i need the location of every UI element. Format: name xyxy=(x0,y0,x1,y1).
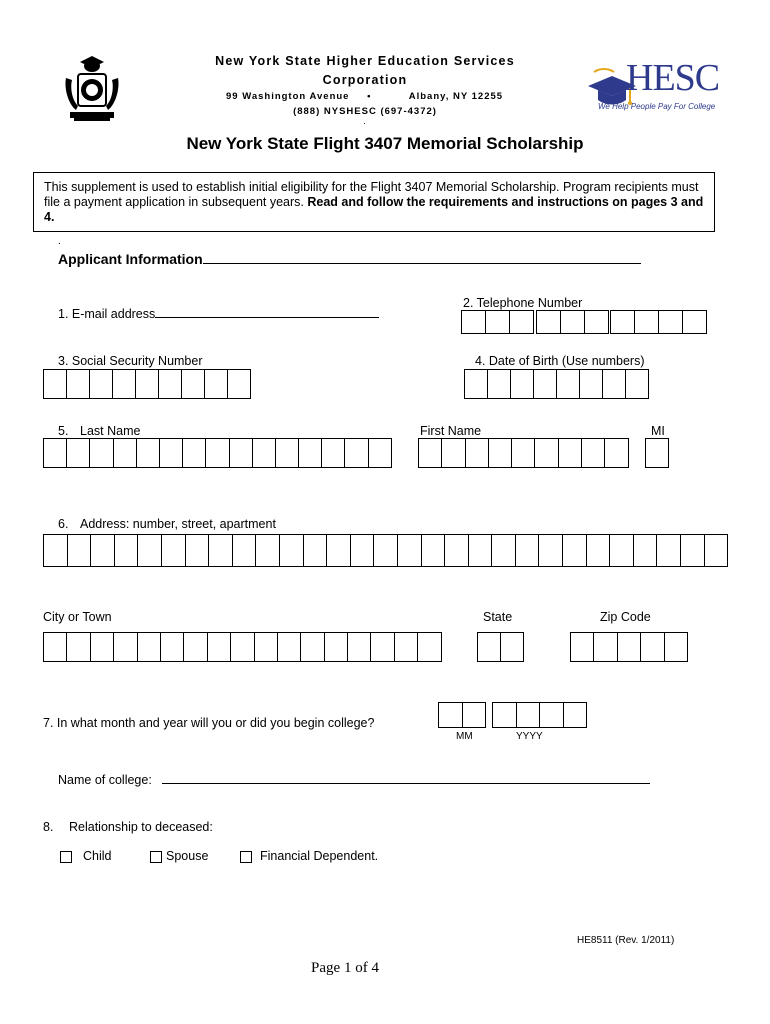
last-name-char-box[interactable] xyxy=(183,439,206,467)
last-name-char-box[interactable] xyxy=(299,439,322,467)
last-name-char-box[interactable] xyxy=(253,439,276,467)
intro-text: This supplement is used to establish initial eligibility for the Flight 3407 Memorial Scholarship. Program recipients must file a payment application in subsequent years. xyxy=(44,180,699,209)
city-char-box[interactable] xyxy=(91,633,114,661)
address-number: 6. xyxy=(58,517,69,531)
zip-label: Zip Code xyxy=(600,610,651,624)
address-char-box[interactable] xyxy=(68,535,92,566)
dob-digit-box[interactable] xyxy=(465,370,488,398)
ssn-boxes xyxy=(43,369,251,399)
address-char-box[interactable] xyxy=(304,535,328,566)
ssn-digit-box[interactable] xyxy=(44,370,67,398)
city-char-box[interactable] xyxy=(301,633,324,661)
address-char-box[interactable] xyxy=(563,535,587,566)
form-title: New York State Flight 3407 Memorial Scholarship xyxy=(186,134,584,153)
city-char-box[interactable] xyxy=(371,633,394,661)
first-name-char-box[interactable] xyxy=(605,439,628,467)
email-label-row xyxy=(58,307,379,321)
address-city: Albany, NY 12255 xyxy=(408,91,504,102)
city-char-box[interactable] xyxy=(348,633,371,661)
telephone-label: 2. Telephone Number xyxy=(463,296,583,310)
mi-char-box[interactable] xyxy=(646,439,669,467)
first-name-char-box[interactable] xyxy=(535,439,558,467)
telephone-digit-box[interactable] xyxy=(659,311,683,333)
dob-boxes xyxy=(464,369,649,399)
address-char-box[interactable] xyxy=(209,535,233,566)
city-char-box[interactable] xyxy=(67,633,90,661)
last-name-label: Last Name xyxy=(80,424,141,438)
ssn-label: 3. Social Security Number xyxy=(58,354,203,368)
telephone-digit-box[interactable] xyxy=(510,311,534,333)
state-char-box[interactable] xyxy=(501,633,524,661)
address-char-box[interactable] xyxy=(374,535,398,566)
first-name-char-box[interactable] xyxy=(489,439,512,467)
address-char-box[interactable] xyxy=(587,535,611,566)
telephone-digit-box[interactable] xyxy=(561,311,585,333)
first-name-char-box[interactable] xyxy=(559,439,582,467)
mm-label: MM xyxy=(456,731,473,742)
first-name-boxes xyxy=(418,438,629,468)
dob-label: 4. Date of Birth (Use numbers) xyxy=(475,354,645,368)
year-digit-box[interactable] xyxy=(493,703,517,727)
last-name-char-box[interactable] xyxy=(44,439,67,467)
last-name-char-box[interactable] xyxy=(90,439,113,467)
zip-boxes xyxy=(570,632,688,662)
telephone-digit-box[interactable] xyxy=(537,311,561,333)
telephone-area-code-boxes xyxy=(461,310,534,334)
ssn-digit-box[interactable] xyxy=(67,370,90,398)
city-label: City or Town xyxy=(43,610,112,624)
address-char-box[interactable] xyxy=(634,535,658,566)
zip-digit-box[interactable] xyxy=(641,633,664,661)
address-char-box[interactable] xyxy=(233,535,257,566)
address-char-box[interactable] xyxy=(516,535,540,566)
city-char-box[interactable] xyxy=(255,633,278,661)
first-name-label: First Name xyxy=(420,424,482,438)
address-char-box[interactable] xyxy=(138,535,162,566)
org-address xyxy=(226,91,526,102)
last-name-char-box[interactable] xyxy=(160,439,183,467)
address-char-box[interactable] xyxy=(539,535,563,566)
stray-dot: . xyxy=(58,236,61,247)
zip-digit-box[interactable] xyxy=(665,633,688,661)
form-id: HE8511 (Rev. 1/2011) xyxy=(577,935,675,946)
last-name-char-box[interactable] xyxy=(67,439,90,467)
address-char-box[interactable] xyxy=(681,535,705,566)
college-start-label: 7. In what month and year will you or did you begin college? xyxy=(43,716,375,730)
first-name-char-box[interactable] xyxy=(512,439,535,467)
ssn-digit-box[interactable] xyxy=(113,370,136,398)
city-char-box[interactable] xyxy=(395,633,418,661)
city-boxes xyxy=(43,632,442,662)
college-name-row xyxy=(58,773,650,787)
dob-digit-box[interactable] xyxy=(557,370,580,398)
month-digit-box[interactable] xyxy=(439,703,463,727)
city-char-box[interactable] xyxy=(44,633,67,661)
hesc-logo-text: HESC xyxy=(626,57,720,99)
intro-box xyxy=(33,172,715,232)
financial-dependent-option-label: Financial Dependent. xyxy=(260,849,379,863)
yyyy-label: YYYY xyxy=(516,731,543,742)
zip-digit-box[interactable] xyxy=(571,633,594,661)
nys-seal-logo xyxy=(60,52,124,124)
address-char-box[interactable] xyxy=(186,535,210,566)
college-start-month-boxes xyxy=(438,702,486,728)
month-digit-box[interactable] xyxy=(463,703,487,727)
city-char-box[interactable] xyxy=(114,633,137,661)
child-option-label: Child xyxy=(83,849,112,863)
page-number: Page 1 of 4 xyxy=(311,960,379,976)
college-start-year-boxes xyxy=(492,702,587,728)
address-boxes xyxy=(43,534,728,567)
address-char-box[interactable] xyxy=(327,535,351,566)
zip-digit-box[interactable] xyxy=(618,633,641,661)
address-char-box[interactable] xyxy=(422,535,446,566)
address-char-box[interactable] xyxy=(162,535,186,566)
org-name-line1: New York State Higher Education Services xyxy=(215,54,515,68)
email-field[interactable] xyxy=(155,317,379,318)
year-digit-box[interactable] xyxy=(564,703,588,727)
college-name-field[interactable] xyxy=(162,783,650,784)
city-char-box[interactable] xyxy=(418,633,441,661)
city-char-box[interactable] xyxy=(138,633,161,661)
city-char-box[interactable] xyxy=(208,633,231,661)
address-street: 99 Washington Avenue xyxy=(226,91,350,102)
address-label: Address: number, street, apartment xyxy=(80,517,276,531)
year-digit-box[interactable] xyxy=(540,703,564,727)
zip-digit-box[interactable] xyxy=(594,633,617,661)
telephone-digit-box[interactable] xyxy=(635,311,659,333)
telephone-digit-box[interactable] xyxy=(585,311,609,333)
last-name-char-box[interactable] xyxy=(322,439,345,467)
mi-label: MI xyxy=(651,424,665,438)
address-bullet: • xyxy=(367,91,372,102)
dob-digit-box[interactable] xyxy=(534,370,557,398)
address-char-box[interactable] xyxy=(492,535,516,566)
address-char-box[interactable] xyxy=(351,535,375,566)
relationship-number: 8. xyxy=(43,820,54,834)
hesc-logo-tagline: We Help People Pay For College xyxy=(598,102,716,111)
spouse-option-label: Spouse xyxy=(166,849,209,863)
dob-digit-box[interactable] xyxy=(488,370,511,398)
last-name-char-box[interactable] xyxy=(276,439,299,467)
intro-instructions: Read and follow the requirements and instructions on pages 3 and 4. xyxy=(44,195,704,224)
telephone-digit-box[interactable] xyxy=(486,311,510,333)
ssn-digit-box[interactable] xyxy=(136,370,159,398)
state-char-box[interactable] xyxy=(478,633,501,661)
last-name-number: 5. xyxy=(58,424,69,438)
last-name-char-box[interactable] xyxy=(137,439,160,467)
address-char-box[interactable] xyxy=(398,535,422,566)
ssn-digit-box[interactable] xyxy=(228,370,251,398)
dob-digit-box[interactable] xyxy=(603,370,626,398)
address-char-box[interactable] xyxy=(657,535,681,566)
applicant-information-heading: Applicant Information xyxy=(58,251,203,267)
address-char-box[interactable] xyxy=(445,535,469,566)
city-char-box[interactable] xyxy=(325,633,348,661)
first-name-char-box[interactable] xyxy=(442,439,465,467)
last-name-boxes xyxy=(43,438,392,468)
last-name-char-box[interactable] xyxy=(230,439,253,467)
address-char-box[interactable] xyxy=(91,535,115,566)
telephone-line-boxes xyxy=(610,310,707,334)
year-digit-box[interactable] xyxy=(517,703,541,727)
dob-digit-box[interactable] xyxy=(580,370,603,398)
address-char-box[interactable] xyxy=(469,535,493,566)
college-name-label: Name of college: xyxy=(58,773,152,787)
telephone-digit-box[interactable] xyxy=(683,311,707,333)
last-name-char-box[interactable] xyxy=(369,439,392,467)
city-char-box[interactable] xyxy=(161,633,184,661)
address-char-box[interactable] xyxy=(115,535,139,566)
ssn-digit-box[interactable] xyxy=(159,370,182,398)
heading-underline xyxy=(203,263,641,264)
header-dot: . xyxy=(363,116,367,126)
telephone-digit-box[interactable] xyxy=(462,311,486,333)
ssn-digit-box[interactable] xyxy=(205,370,228,398)
city-char-box[interactable] xyxy=(231,633,254,661)
first-name-char-box[interactable] xyxy=(582,439,605,467)
org-name-line2: Corporation xyxy=(322,73,408,87)
city-char-box[interactable] xyxy=(278,633,301,661)
telephone-exchange-boxes xyxy=(536,310,609,334)
relationship-label: Relationship to deceased: xyxy=(69,820,213,834)
address-char-box[interactable] xyxy=(280,535,304,566)
dob-digit-box[interactable] xyxy=(626,370,649,398)
ssn-digit-box[interactable] xyxy=(90,370,113,398)
city-char-box[interactable] xyxy=(184,633,207,661)
first-name-char-box[interactable] xyxy=(419,439,442,467)
ssn-digit-box[interactable] xyxy=(182,370,205,398)
dob-digit-box[interactable] xyxy=(511,370,534,398)
child-checkbox[interactable] xyxy=(60,851,72,863)
org-phone: (888) NYSHESC (697-4372) xyxy=(293,106,437,117)
hesc-logo xyxy=(586,58,726,116)
last-name-char-box[interactable] xyxy=(206,439,229,467)
telephone-digit-box[interactable] xyxy=(611,311,635,333)
address-char-box[interactable] xyxy=(256,535,280,566)
section-heading xyxy=(58,251,641,267)
address-char-box[interactable] xyxy=(44,535,68,566)
last-name-char-box[interactable] xyxy=(114,439,137,467)
state-boxes xyxy=(477,632,524,662)
mi-box xyxy=(645,438,669,468)
financial-dependent-checkbox[interactable] xyxy=(240,851,252,863)
address-char-box[interactable] xyxy=(610,535,634,566)
last-name-char-box[interactable] xyxy=(345,439,368,467)
first-name-char-box[interactable] xyxy=(466,439,489,467)
email-label: 1. E-mail address xyxy=(58,307,156,321)
address-char-box[interactable] xyxy=(705,535,729,566)
spouse-checkbox[interactable] xyxy=(150,851,162,863)
state-label: State xyxy=(483,610,513,624)
